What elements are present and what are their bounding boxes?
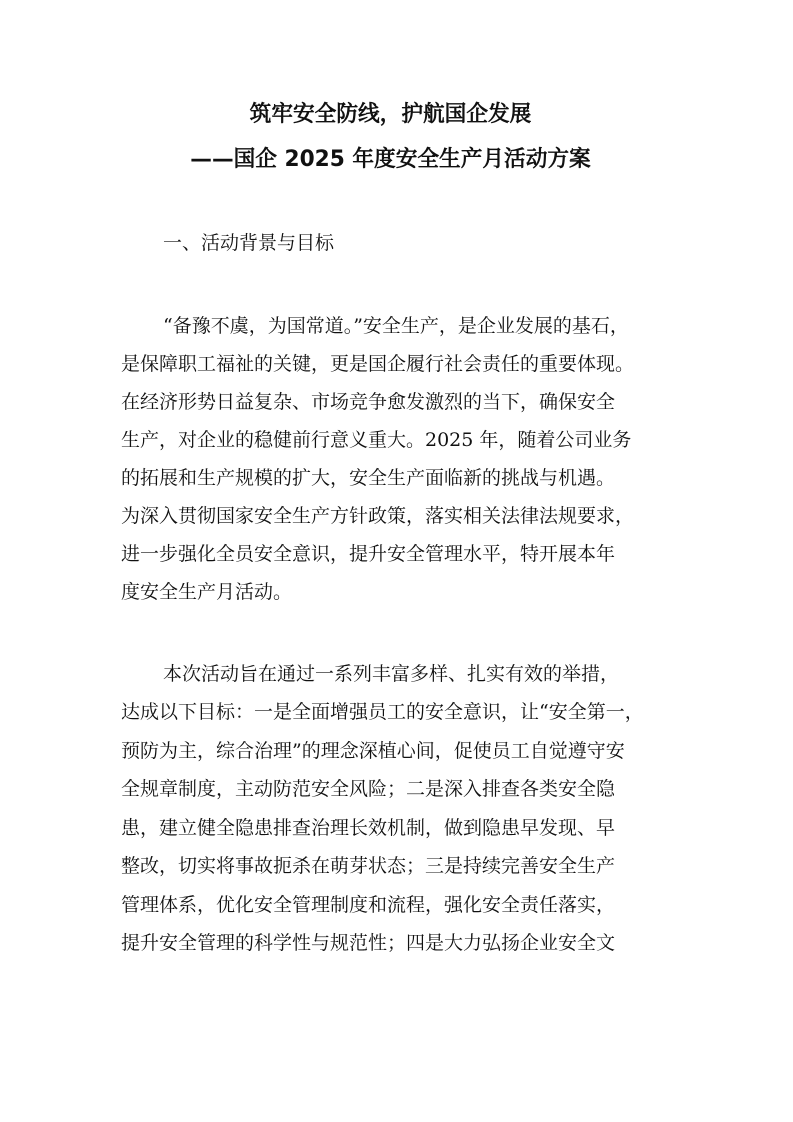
paragraph-line: 本次活动旨在通过一系列丰富多样、扎实有效的举措， — [163, 663, 620, 685]
paragraph-line: 管理体系，优化安全管理制度和流程，强化安全责任落实， — [121, 894, 616, 916]
paragraph-line: 的拓展和生产规模的扩大，安全生产面临新的挑战与机遇。 — [121, 467, 616, 489]
document-subtitle: ——国企 2025 年度安全生产月活动方案 — [190, 147, 591, 172]
paragraph-line: 预防为主，综合治理”的理念深植心间，促使员工自觉遵守安 — [121, 740, 625, 762]
paragraph-line: 患，建立健全隐患排查治理长效机制，做到隐患早发现、早 — [121, 817, 616, 839]
paragraph-line: 为深入贯彻国家安全生产方针政策，落实相关法律法规要求， — [121, 505, 635, 527]
section-heading: 一、活动背景与目标 — [163, 232, 335, 254]
paragraph-line: 在经济形势日益复杂、市场竞争愈发激烈的当下，确保安全 — [121, 391, 616, 413]
paragraph-line: 达成以下目标：一是全面增强员工的安全意识，让“安全第一， — [121, 701, 644, 723]
document-title: 筑牢安全防线，护航国企发展 — [249, 102, 532, 127]
paragraph-line: 度安全生产月活动。 — [121, 581, 293, 603]
paragraph-line: 进一步强化全员安全意识，提升安全管理水平，特开展本年 — [121, 543, 616, 565]
paragraph-line: 全规章制度，主动防范安全风险；二是深入排查各类安全隐 — [121, 778, 616, 800]
paragraph-line: 是保障职工福祉的关键，更是国企履行社会责任的重要体现。 — [121, 353, 635, 375]
paragraph-line: 提升安全管理的科学性与规范性；四是大力弘扬企业安全文 — [121, 932, 616, 954]
paragraph-line: 整改，切实将事故扼杀在萌芽状态；三是持续完善安全生产 — [121, 855, 616, 877]
paragraph-line: 生产，对企业的稳健前行意义重大。2025 年，随着公司业务 — [121, 429, 632, 451]
paragraph-line: “备豫不虞，为国常道。”安全生产，是企业发展的基石， — [163, 315, 629, 337]
